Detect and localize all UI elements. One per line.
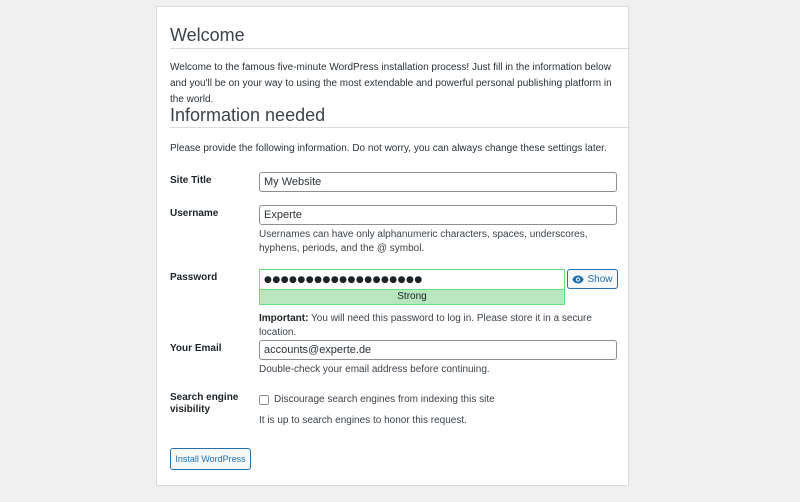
info-divider (170, 127, 630, 128)
password-input[interactable] (259, 269, 565, 289)
search-engine-label: Search engine visibility (170, 392, 239, 415)
site-title-input[interactable] (259, 172, 617, 192)
welcome-heading: Welcome (170, 25, 245, 45)
show-password-button[interactable] (567, 269, 618, 289)
search-engine-checkbox-label[interactable]: Discourage search engines from indexing this site (274, 394, 495, 405)
welcome-divider (170, 48, 630, 49)
password-strength-meter: Strong (259, 289, 565, 305)
username-input[interactable] (259, 205, 617, 225)
email-label: Your Email (170, 343, 222, 354)
password-label: Password (170, 272, 218, 283)
info-text: Please provide the following information. Do not worry, you can always change these settings later. (170, 143, 607, 154)
install-panel (156, 6, 629, 486)
eye-icon (572, 275, 584, 284)
important-label: Important: (259, 313, 309, 324)
username-description: Usernames can have only alphanumeric characters, spaces, underscores, hyphens, periods, and the @ symbol. (259, 229, 588, 254)
email-description: Double-check your email address before continuing. (259, 364, 490, 375)
site-title-label: Site Title (170, 175, 212, 186)
email-input[interactable] (259, 340, 617, 360)
info-heading: Information needed (170, 105, 326, 125)
password-important-note (259, 312, 619, 340)
important-text: You will need this password to log in. Please store it in a secure location. (259, 313, 592, 338)
welcome-text: Welcome to the famous five-minute WordPress installation process! Just fill in the information below and you'll be on your way to using the most extendable and powerful personal publishing platform in the world. (170, 62, 612, 105)
search-engine-checkbox[interactable] (259, 395, 269, 405)
install-wordpress-button[interactable]: Install WordPress (170, 448, 251, 470)
username-label: Username (170, 208, 219, 219)
search-engine-description: It is up to search engines to honor this request. (259, 415, 467, 426)
show-password-label: Show (587, 273, 613, 285)
